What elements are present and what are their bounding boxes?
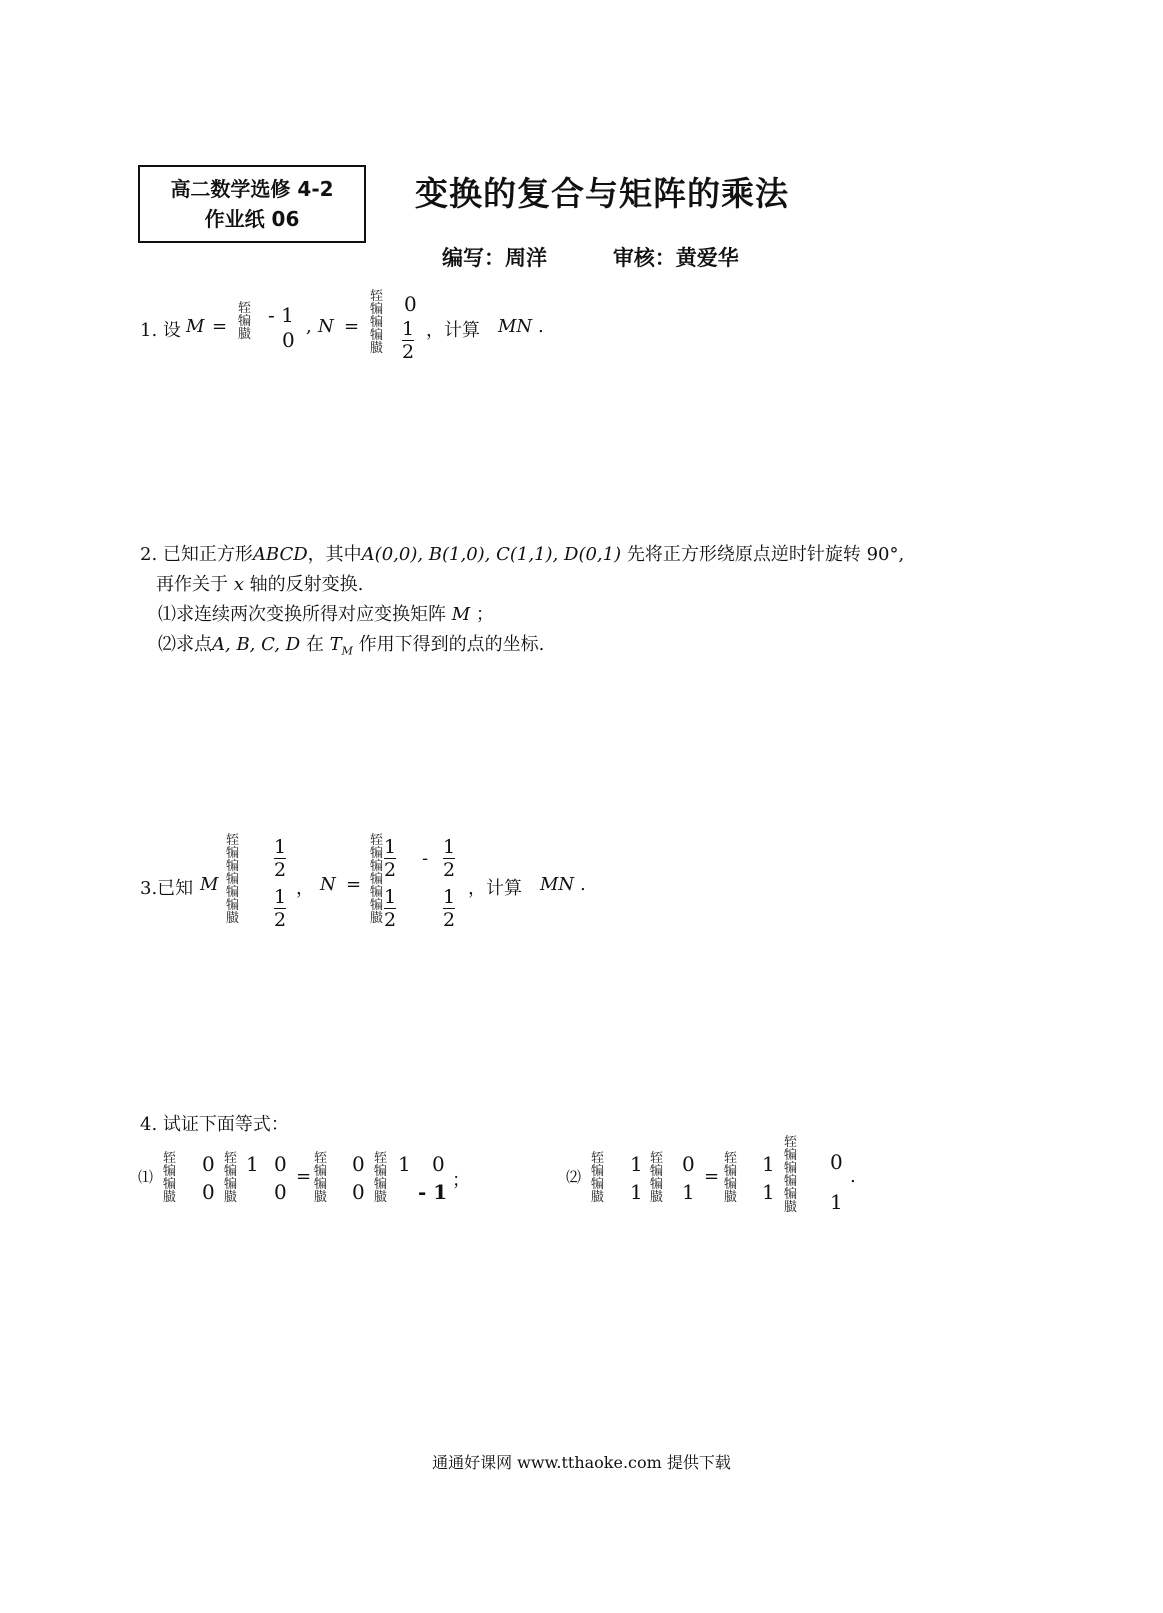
q2-line2: 再作关于 x 轴的反射变换.	[156, 574, 364, 595]
q4-p1-bracket: 轾 犏 犏 臌	[374, 1151, 387, 1205]
reviewer: 审核：黄爱华	[612, 246, 739, 270]
q3-eq: =	[346, 874, 362, 895]
q3-m-fraction: 1 2	[274, 836, 287, 881]
q4-p1-eq: =	[296, 1166, 312, 1187]
q1-n-bracket: 轾 犏 犏 犏 臌	[370, 289, 383, 356]
q1-sep: ,	[306, 316, 312, 337]
footer-text: 通通好课网 www.tthaoke.com 提供下载	[432, 1453, 731, 1472]
q4-heading: 4. 试证下面等式：	[140, 1114, 289, 1135]
q3-end: .	[580, 874, 586, 895]
q2-sub2: ⑵求点A, B, C, D 在 $T_M$ 作用下得到的点的坐标.	[158, 634, 545, 658]
q1-m-cell: - 1	[268, 303, 294, 327]
q1-n-label: N	[318, 316, 334, 337]
q4-p2-bracket: 轾 犏 犏 臌	[724, 1151, 737, 1205]
q4-p2-end: .	[850, 1166, 856, 1187]
q3-m-fraction: 1 2	[274, 886, 287, 931]
q3-n-fraction: 1 2	[384, 886, 397, 931]
page-title: 变换的复合与矩阵的乘法	[415, 174, 789, 213]
header-box-line1: 高二数学选修 4-2	[170, 177, 334, 201]
bracket-bot-glyph: 臌	[238, 327, 251, 342]
q4-p1-bracket: 轾 犏 犏 臌	[224, 1151, 237, 1205]
header-box-line2: 作业纸 06	[204, 207, 300, 231]
bracket-top-glyph: 轾	[238, 301, 251, 316]
q1-m-cell: 0	[282, 328, 295, 352]
q4-p1-bracket: 轾 犏 犏 臌	[314, 1151, 327, 1205]
header-box	[138, 165, 366, 243]
q1-target: MN	[498, 316, 533, 337]
q4-p1-label: ⑴	[138, 1168, 154, 1186]
q2-sub1: ⑴求连续两次变换所得对应变换矩阵 M ；	[158, 604, 494, 625]
q1-n-cell: 0	[404, 292, 417, 316]
q4-p2-label: ⑵	[566, 1168, 582, 1186]
q3-text-after: ，计算	[468, 878, 522, 899]
bracket-mid-glyph: 犏	[238, 314, 251, 329]
author-credit	[442, 242, 739, 272]
author: 编写：周洋	[442, 246, 547, 270]
q3-m-label: M	[200, 874, 219, 895]
q3-n-fraction: 1 2	[443, 886, 456, 931]
q3-n-fraction: 1 2	[384, 836, 397, 881]
q3-m-bracket: 轾 犏 犏 犏 犏 犏 臌	[226, 833, 239, 926]
q3-sep: ，	[296, 878, 314, 899]
q1-eq: =	[212, 316, 228, 337]
q2-line1: 2. 已知正方形ABCD，其中A(0,0), B(1,0), C(1,1), D(0,1) 先将正方形绕原点逆时针旋转 90°,	[140, 544, 905, 565]
q4-p2-bracket: 轾 犏 犏 臌	[650, 1151, 663, 1205]
q3-number: 3.已知	[140, 878, 194, 899]
q1-eq: =	[344, 316, 360, 337]
q4-p1-end: ；	[452, 1170, 470, 1191]
q1-text-after: ，计算	[426, 320, 480, 341]
q3-target: MN	[540, 874, 575, 895]
fraction-denominator: 2	[402, 341, 415, 363]
q1-n-fraction	[402, 318, 414, 363]
q4-p2-bracket: 轾 犏 犏 臌	[591, 1151, 604, 1205]
q1-end: .	[538, 316, 544, 337]
fraction-numerator: 1	[402, 318, 415, 340]
q3-n-fraction: 1 2	[443, 836, 456, 881]
q2-points: A(0,0), B(1,0), C(1,1), D(0,1)	[361, 544, 622, 565]
q3-n-label: N	[320, 874, 336, 895]
q2-square-name: ABCD	[252, 544, 308, 565]
q4-p1-bracket: 轾 犏 犏 臌	[163, 1151, 176, 1205]
q3-n-minus: -	[422, 848, 429, 869]
q1-m-bracket	[238, 302, 250, 341]
q4-p2-bracket: 轾 犏 犏 犏 犏 臌	[784, 1135, 797, 1215]
q4-p2-eq: =	[704, 1166, 720, 1187]
q1-m-label: M	[186, 316, 205, 337]
q3-n-bracket: 轾 犏 犏 犏 犏 犏 臌	[370, 833, 383, 926]
q1-number: 1. 设	[140, 320, 181, 341]
